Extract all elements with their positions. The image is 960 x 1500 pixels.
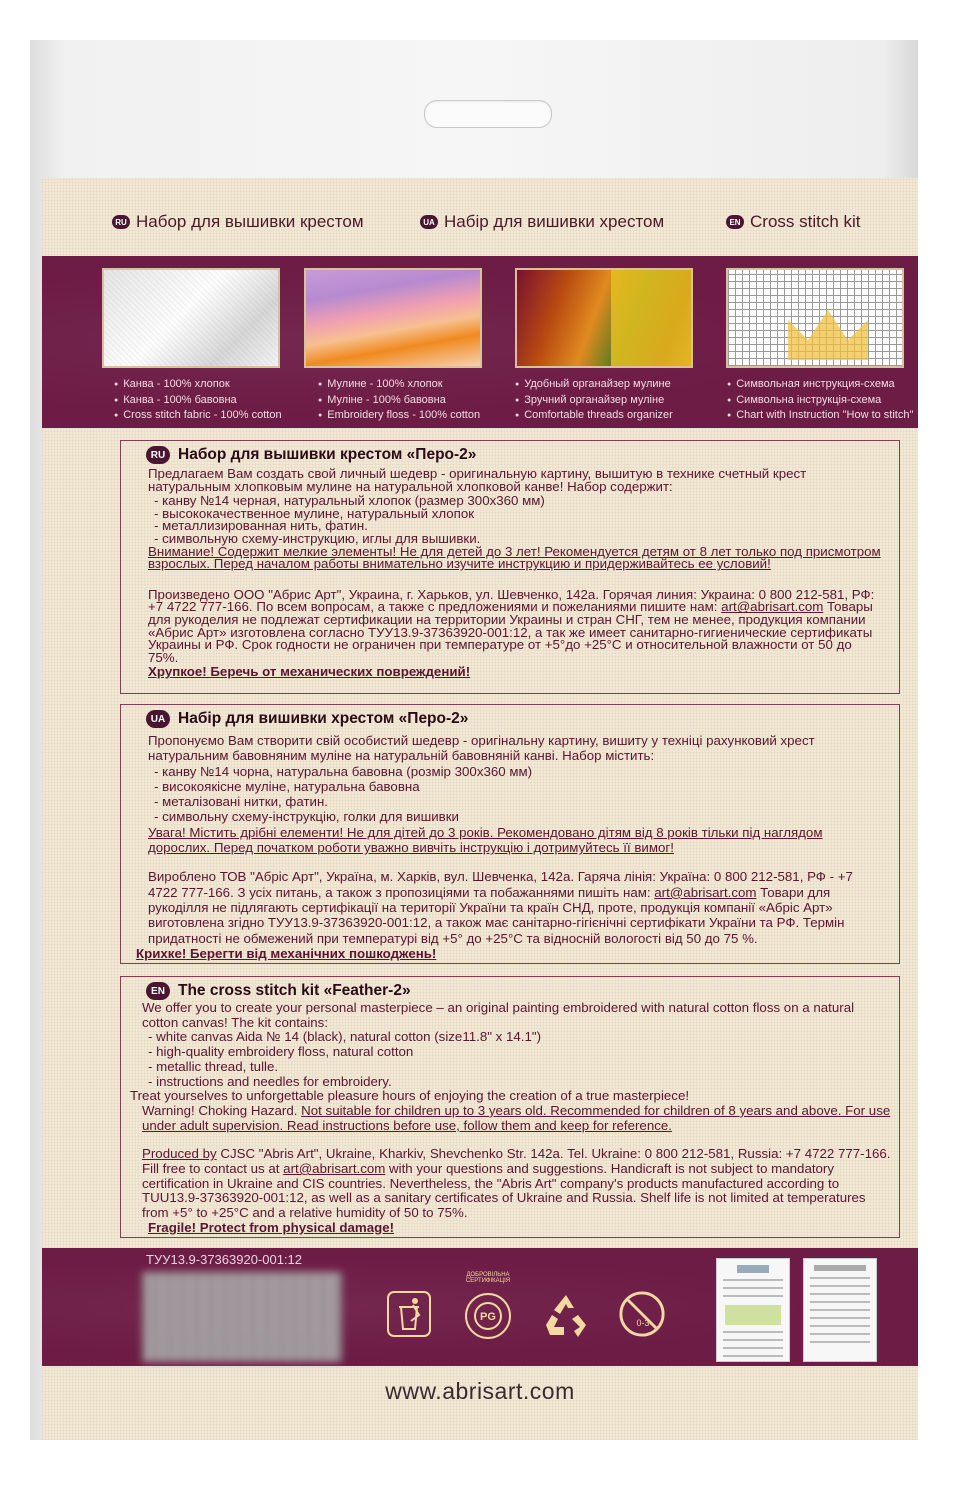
ua-intro: Пропонуємо Вам створити свій особистий шедевр - оригінальну картину, вишиту у техніці рахунковий хрест натуральним бавовняним муліне на натуральній бавовняній канві. Набор містить: <box>148 733 815 764</box>
ru-produced-text: Произведено ООО "Абрис Арт", Украина, г. Харьков, ул. Шевченко, 142а. Горячая линия: Украина: 0 800 212-581, РФ: +7 4722 777-166. По всем вопросам, а также с предложениями и пожеланиями пишите нам: <box>148 586 875 615</box>
en-item: - metallic thread, tulle. <box>148 1058 279 1074</box>
ua-title: Набір для вишивки хрестом «Перо-2» <box>178 710 469 727</box>
feature-canvas <box>114 377 282 424</box>
ru-intro: Предлагаем Вам создать свой личный шедевр - оригинальную картину, вышитую в технике счетный крест натуральным хлопковым мулине на натуральной хлопковой канве! Набор содержит: <box>148 466 807 494</box>
tu-code: ТУУ13.9-37363920-001:12 <box>146 1252 303 1267</box>
ua-email-link[interactable]: art@abrisart.com <box>654 884 757 900</box>
age-restriction-icon <box>618 1290 666 1338</box>
en-warning <box>130 1104 892 1133</box>
floss-photo <box>304 268 482 368</box>
feature-text: ● Канва - 100% хлопок <box>114 377 282 393</box>
ru-email-link[interactable]: art@abrisart.com <box>721 599 824 615</box>
chart-photo <box>726 268 904 368</box>
feature-text: ● Символьная инструкция-схема <box>727 377 917 393</box>
en-fragile: Fragile! Protect from physical damage! <box>148 1219 395 1235</box>
ua-badge: UA <box>420 215 438 229</box>
language-header <box>0 212 960 236</box>
ua-heading <box>146 710 468 728</box>
en-badge: EN <box>726 215 744 229</box>
ua-produced-text: Вироблено ТОВ "Абріс Арт", Україна, м. Харків, вул. Шевченка, 142а. Гаряча лінія: Україна: 0 800 212-581, РФ - +7 4722 777-166. З усіх питань, а також з пропозиціями та побажаннями пишіть нам: <box>148 869 853 900</box>
ru-item: - символьную схему-инструкцию, иглы для вышивки. <box>154 530 481 546</box>
feature-text: ● Cross stitch fabric - 100% cotton <box>114 408 282 424</box>
en-produced <box>130 1147 892 1221</box>
feature-text: ● Канва - 100% бавовна <box>114 393 282 409</box>
ru-section-badge: RU <box>146 446 170 464</box>
ru-title: Набор для вышивки крестом «Перо-2» <box>178 446 477 463</box>
en-warning-a: Warning! Choking Hazard. <box>142 1102 298 1118</box>
en-warning-b: Not suitable for children up to 3 years old. Recommended for children of 8 years and above. For use under adult supervision. Read instructions before use, follow them and keep for reference. <box>142 1102 891 1133</box>
feature-chart <box>727 377 917 424</box>
ua-item: - металізовані нитки, фатин. <box>154 794 329 810</box>
en-item: - high-quality embroidery floss, natural cotton <box>148 1044 414 1060</box>
ru-produced <box>136 586 884 665</box>
ru-produced-text-2: Товары для рукоделия не подлежат сертификации на территории Украины и стран СНГ, тем не менее, продукция компании «Абрис Арт» изготовлена согласно ТУУ13.9-37363920-001:12, а так же имеет санитарно-гигиенические сертификаты Украины и РФ. Срок годности не ограничен при температуре от +5°до +25°C и относительной влажности от 50 до 75%. <box>148 599 873 665</box>
en-body <box>130 1001 892 1236</box>
ru-badge: RU <box>112 215 130 229</box>
header-ru-title: Набор для вышивки крестом <box>136 212 364 231</box>
en-produced-text: CJSC "Abris Art", Ukraine, Kharkiv, Shevchenko Str. 142a. Tel. Ukraine: 0 800 212-581, Russia: +7 4722 777-166. Fill free to contact us at <box>142 1146 891 1177</box>
website-url[interactable]: www.abrisart.com <box>385 1378 575 1404</box>
feature-text: ● Символьна інструкція-схема <box>727 393 917 409</box>
age-label: 0-3 <box>636 1318 650 1328</box>
ua-item: - високоякісне муліне, натуральна бавовна <box>154 778 420 794</box>
organizer-photo <box>515 268 693 368</box>
certification-mark-icon <box>458 1272 518 1346</box>
ua-warning: Увага! Містить дрібні елементи! Не для дітей до 3 років. Рекомендовано дітям від 8 років тільки під наглядом дорослих. Перед початком роботи уважно вивчіть інструкцію і дотримуйтесь її вимог! <box>148 824 823 856</box>
certificate-ru <box>803 1258 877 1362</box>
en-email-link[interactable]: art@abrisart.com <box>283 1161 386 1177</box>
ru-fragile: Хрупкое! Беречь от механических повреждений! <box>148 664 471 680</box>
ru-item: - металлизированная нить, фатин. <box>154 518 368 534</box>
ru-item: - канву №14 черная, натуральный хлопок (размер 300х360 мм) <box>154 493 545 509</box>
ru-body <box>136 468 884 679</box>
svg-text:PG: PG <box>480 1311 496 1323</box>
ru-warning: Внимание! Содержит мелкие элементы! Не для детей до 3 лет! Рекомендуется детям от 8 лет только под присмотром взрослых. Перед началом работы внимательно изучите инструкцию и придерживайтесь ее условий! <box>148 543 881 572</box>
certificate-ua <box>716 1258 790 1362</box>
en-produced-label: Produced by <box>142 1146 217 1162</box>
en-intro: We offer you to create your personal masterpiece – an original painting embroidered with natural cotton floss on a natural cotton canvas! The kit contains: <box>142 1000 855 1030</box>
en-section-badge: EN <box>146 982 170 1000</box>
feature-floss <box>318 377 480 424</box>
feature-text: ● Chart with Instruction "How to stitch" <box>727 408 917 424</box>
ua-fragile: Крихке! Берегти від механічних пошкоджень! <box>136 945 437 961</box>
hang-hole <box>424 100 552 128</box>
header-ua <box>420 212 664 232</box>
feature-text: ● Удобный органайзер мулине <box>515 377 673 393</box>
feature-text: ● Embroidery floss - 100% cotton <box>318 408 480 424</box>
barcode <box>142 1272 342 1362</box>
header-ru <box>112 212 364 232</box>
canvas-photo <box>102 268 280 368</box>
en-title: The cross stitch kit «Feather-2» <box>178 982 411 999</box>
ru-item: - высококачественное мулине, натуральный хлопок <box>154 505 475 521</box>
ua-body <box>136 733 884 961</box>
header-ua-title: Набір для вишивки хрестом <box>444 212 665 231</box>
ua-section-badge: UA <box>146 710 170 728</box>
en-heading <box>146 982 411 1000</box>
header-en-title: Cross stitch kit <box>750 212 861 231</box>
ua-produced-text-2: Товари для рукоділля не підлягають сертифікації на території України та країн СНД, проте, продукція компанії «Абріс Арт» виготовлена згідно ТУУ13.9-37363920-001:12, а також має санітарно-гігієнічні сертифікати України та РФ. Термін придатності не обмежений при температурі від +5° до +25°C та відносній вологості від 50 до 75 %. <box>148 884 845 946</box>
ua-item: - канву №14 чорна, натуральна бавовна (розмір 300х360 мм) <box>154 763 533 779</box>
header-en <box>726 212 861 232</box>
feature-text: ● Comfortable threads organizer <box>515 408 673 424</box>
en-item: - instructions and needles for embroidery. <box>148 1073 392 1089</box>
en-produced-text-2: with your questions and suggestions. Handicraft is not subject to mandatory certification in Ukraine and CIS countries. Nevertheless, the "Abris Art" company's products manufactured according to TUU13.9-37363920-001:12, as well as a sanitary certificates of Ukraine and Russia. Shelf life is not limited at temperatures from +5° to +25°C and a relative humidity of 50 to 75%. <box>142 1161 866 1221</box>
trash-bin-icon <box>385 1290 433 1338</box>
feature-text: ● Муліне - 100% бавовна <box>318 393 480 409</box>
en-item: - white canvas Aida № 14 (black), natural cotton (size11.8" x 14.1") <box>148 1029 542 1045</box>
recycle-icon <box>542 1290 590 1338</box>
ua-produced <box>136 869 884 945</box>
feature-organizer <box>515 377 673 424</box>
en-treat: Treat yourselves to unforgettable pleasure hours of enjoying the creation of a true masterpiece! <box>130 1088 690 1104</box>
feature-text: ● Зручний органайзер муліне <box>515 393 673 409</box>
certification-label: ДОБРОВІЛЬНА СЕРТИФІКАЦІЯ <box>465 1272 511 1284</box>
ua-item: - символьну схему-інструкцію, голки для вишивки <box>154 809 459 825</box>
feature-text: ● Мулине - 100% хлопок <box>318 377 480 393</box>
ru-heading <box>146 446 476 464</box>
